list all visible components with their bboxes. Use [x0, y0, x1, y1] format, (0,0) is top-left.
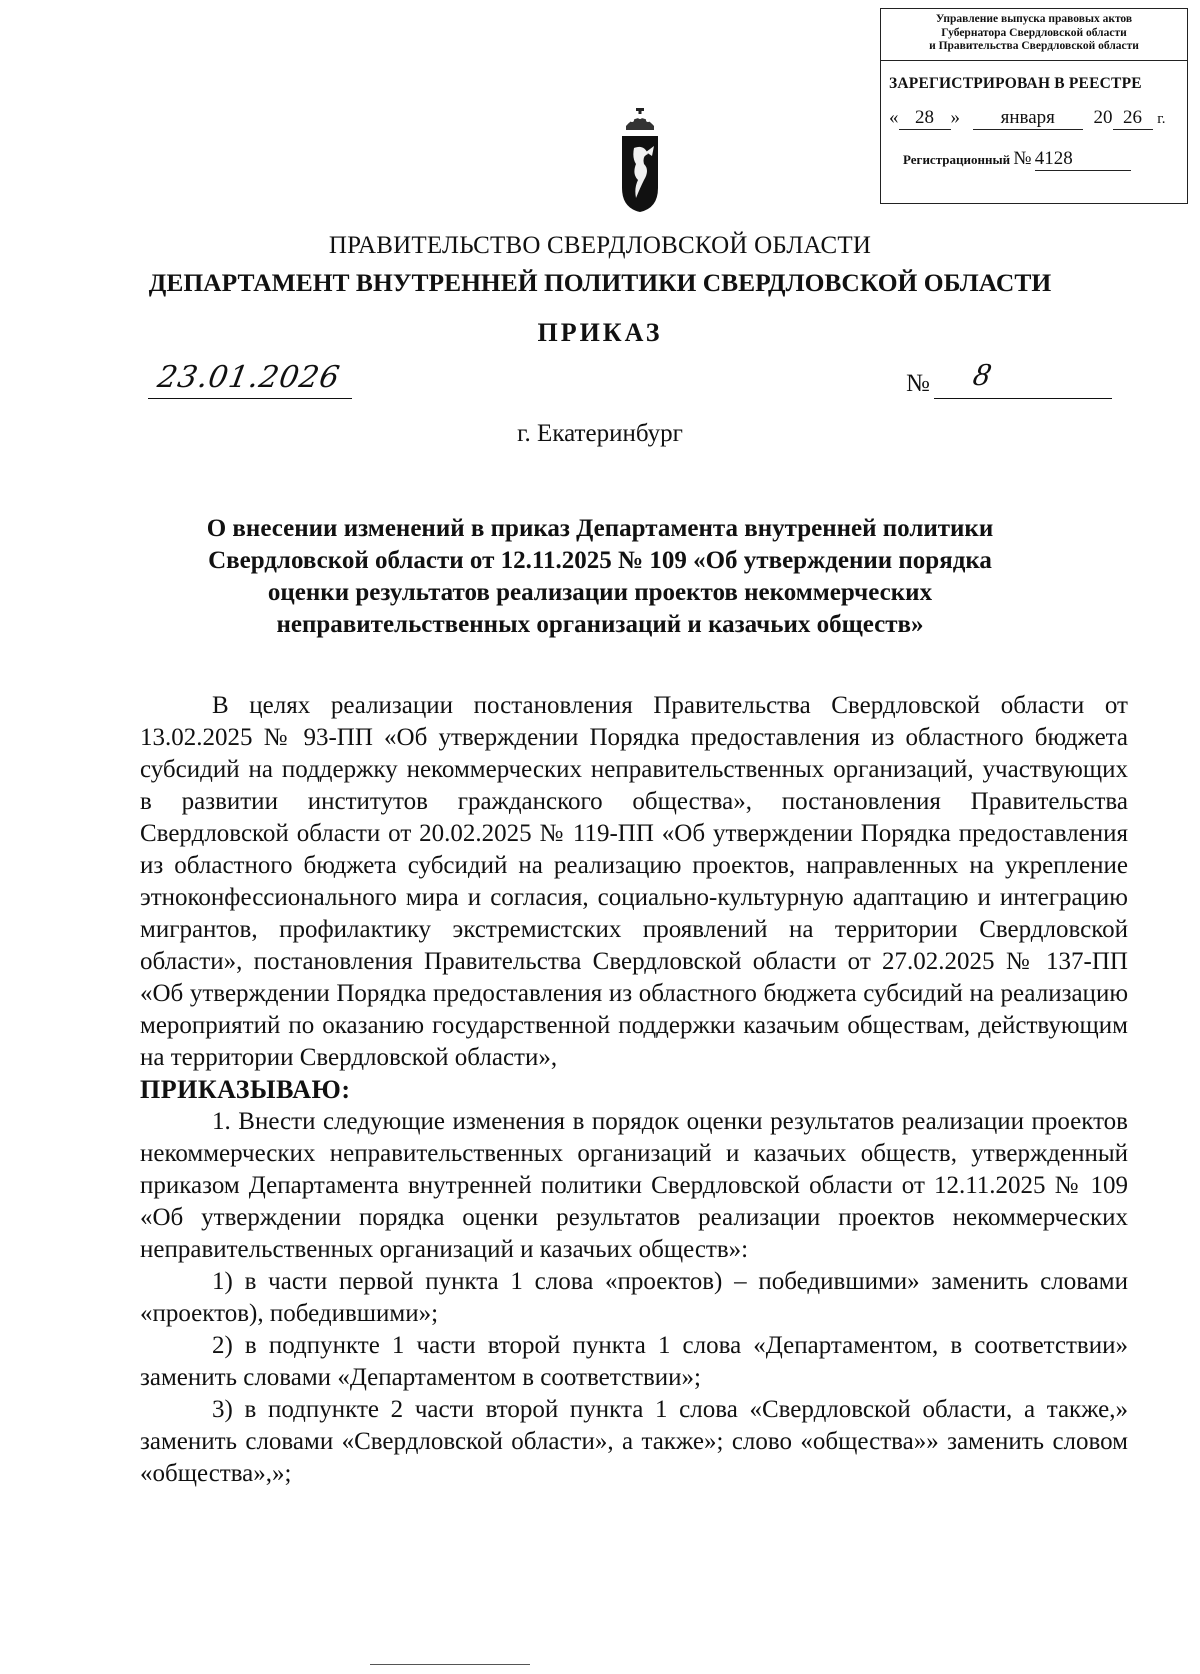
stamp-office-line: Губернатора Свердловской области: [941, 26, 1127, 39]
order-word: ПРИКАЗЫВАЮ:: [140, 1075, 351, 1104]
title-line: О внесении изменений в приказ Департамента внутренней политики: [206, 515, 994, 542]
stamp-year-mark: г.: [1157, 111, 1166, 127]
city: г. Екатеринбург: [517, 420, 683, 447]
stamp-office-line: Управление выпуска правовых актов: [935, 13, 1133, 25]
preamble-paragraph: В целях реализации постановления Правительства Свердловской области от 13.02.2025 № 93-ПП «Об утверждении Порядка предоставления из областного бюджета субсидий на поддержку некоммерческих неправительственных организаций, участвующих в развитии институтов гражданского общества», постановления Правительства Свердловской области от 20.02.2025 № 119-ПП «Об утверждении Порядка предоставления из областного бюджета субсидий на реализацию проектов, направленных на укрепление этноконфессионального мира и согласия, социально-культурную адаптацию и интеграцию мигрантов, профилактику экстремистских проявлений на территории Свердловской области», постановления Правительства Свердловской области от 27.02.2025 № 137-ПП «Об утверждении Порядка предоставления из областного бюджета субсидий на реализацию мероприятий по оказанию государственной поддержки казачьим обществам, действующим на территории Свердловской области»,: [140, 692, 1128, 1071]
stamp-quote-open: «: [889, 107, 899, 128]
subitem-3: 3) в подпункте 2 части второй пункта 1 слова «Свердловской области, а также,» заменить словами «Свердловской области», а также»; слово «общества»» заменить словом «общества»,»;: [140, 1396, 1128, 1487]
document-title: [150, 513, 1050, 641]
department-name: ДЕПАРТАМЕНТ ВНУТРЕННЕЙ ПОЛИТИКИ СВЕРДЛОВСКОЙ ОБЛАСТИ: [148, 268, 1052, 297]
coat-of-arms-icon: [610, 108, 670, 216]
stamp-reg-number: 4128: [1035, 148, 1131, 171]
stamp-reg-label: Регистрационный: [903, 152, 1011, 167]
stamp-year-prefix: 20: [1093, 107, 1113, 128]
number-label: №: [906, 370, 930, 397]
title-line: неправительственных организаций и казачьих обществ»: [276, 611, 924, 638]
document-type: ПРИКАЗ: [537, 318, 663, 347]
stamp-day: 28: [899, 107, 951, 130]
footer-rule: [370, 1664, 530, 1665]
stamp-registered: ЗАРЕГИСТРИРОВАН В РЕЕСТРЕ: [889, 75, 1142, 92]
title-line: оценки результатов реализации проектов некоммерческих: [267, 579, 933, 606]
stamp-num-sign: №: [1013, 148, 1032, 169]
handwritten-number: 8: [970, 356, 994, 392]
handwritten-date: 23.01.2026: [154, 360, 343, 395]
date-field: [148, 358, 352, 399]
stamp-year-suffix: 26: [1113, 107, 1153, 130]
subitem-2: 2) в подпункте 1 части второй пункта 1 слова «Департаментом, в соответствии» заменить словами «Департаментом в соответствии»;: [140, 1332, 1128, 1391]
subitem-1: 1) в части первой пункта 1 слова «проектов) – победившими» заменить словами «проектов), победившими»;: [140, 1268, 1128, 1327]
stamp-office: [881, 9, 1187, 61]
title-line: Свердловской области от 12.11.2025 № 109 «Об утверждении порядка: [208, 547, 992, 574]
stamp-office-line: и Правительства Свердловской области: [929, 40, 1139, 52]
item-1: 1. Внести следующие изменения в порядок оценки результатов реализации проектов некоммерческих неправительственных организаций и казачьих обществ, утвержденный приказом Департамента внутренней политики Свердловской области от 12.11.2025 № 109 «Об утверждении порядка оценки результатов реализации проектов некоммерческих неправительственных организаций и казачьих обществ»:: [140, 1108, 1128, 1263]
registration-stamp: [880, 8, 1188, 204]
government-name: ПРАВИТЕЛЬСТВО СВЕРДЛОВСКОЙ ОБЛАСТИ: [328, 232, 872, 259]
stamp-month: января: [973, 107, 1083, 130]
document-body: [140, 690, 1128, 1490]
stamp-quote-close: »: [950, 107, 960, 128]
stamp-number: [881, 130, 1187, 171]
number-field: [934, 356, 1112, 399]
stamp-date: [881, 93, 1187, 130]
